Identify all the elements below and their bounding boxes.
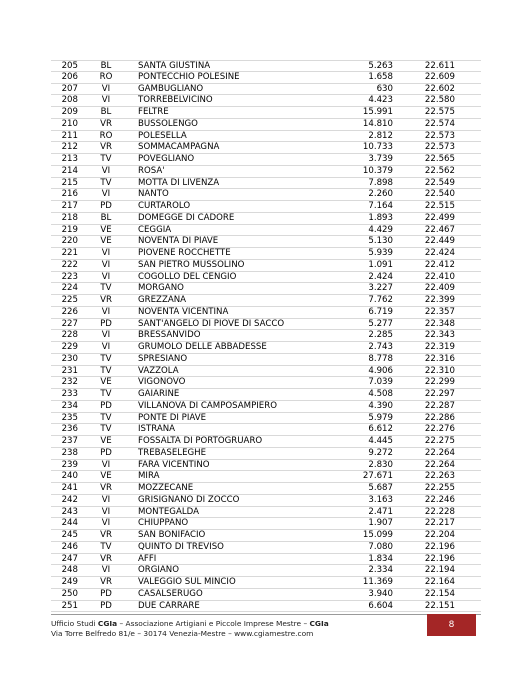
municipality-cell: PONTE DI PIAVE [138, 412, 207, 423]
municipality-cell: MONTEGALDA [138, 506, 199, 517]
rank-cell: 215 [61, 177, 78, 188]
table-row [51, 460, 481, 472]
population-cell: 3.940 [368, 588, 393, 599]
rank-cell: 250 [61, 588, 78, 599]
rank-cell: 227 [61, 318, 78, 329]
population-cell: 1.658 [368, 71, 393, 82]
table-row [51, 131, 481, 143]
province-cell: VR [100, 142, 112, 153]
province-cell: PD [100, 318, 112, 329]
rank-cell: 222 [61, 259, 78, 270]
municipality-cell: GAMBUGLIANO [138, 83, 204, 94]
value-cell: 22.275 [424, 436, 455, 446]
table-row [51, 436, 481, 448]
table-row [51, 260, 481, 272]
municipality-cell: FARA VICENTINO [138, 459, 210, 470]
page-number: 8 [427, 614, 476, 636]
population-cell: 14.810 [362, 118, 393, 129]
population-cell: 2.743 [368, 342, 393, 352]
value-cell: 22.263 [424, 471, 455, 482]
municipality-cell: GAIARINE [138, 389, 180, 399]
province-cell: VR [100, 577, 112, 587]
value-cell: 22.154 [424, 588, 455, 599]
rank-cell: 241 [61, 483, 78, 493]
population-cell: 3.739 [368, 154, 393, 164]
table-row [51, 236, 481, 248]
value-cell: 22.609 [424, 71, 455, 82]
province-cell: VI [101, 271, 111, 282]
value-cell: 22.343 [424, 330, 455, 341]
table-row [51, 401, 481, 413]
rank-cell: 237 [61, 436, 78, 446]
province-cell: VI [101, 189, 111, 200]
value-cell: 22.286 [424, 412, 455, 423]
municipality-cell: DUE CARRARE [138, 600, 200, 611]
municipality-cell: NOVENTA DI PIAVE [138, 236, 219, 247]
table-row [51, 319, 481, 331]
rank-cell: 217 [61, 201, 78, 211]
municipality-cell: CURTAROLO [138, 201, 191, 211]
population-cell: 2.471 [368, 506, 393, 517]
value-cell: 22.287 [424, 400, 455, 411]
province-cell: VE [100, 224, 112, 235]
population-cell: 4.390 [368, 400, 393, 411]
province-cell: VI [101, 565, 111, 576]
table-row [51, 565, 481, 577]
population-cell: 5.687 [368, 483, 393, 493]
municipality-cell: VIGONOVO [138, 377, 186, 388]
value-cell: 22.611 [424, 61, 455, 71]
rank-cell: 249 [61, 577, 78, 587]
population-cell: 6.604 [368, 600, 393, 611]
rank-cell: 246 [61, 541, 78, 552]
rank-cell: 231 [61, 365, 78, 376]
population-cell: 6.612 [368, 424, 393, 435]
province-cell: VI [101, 248, 111, 258]
municipality-cell: MOTTA DI LIVENZA [138, 177, 220, 188]
value-cell: 22.573 [424, 142, 455, 153]
population-cell: 2.285 [368, 330, 393, 341]
municipality-cell: VILLANOVA DI CAMPOSAMPIERO [138, 400, 277, 411]
municipality-cell: POLESELLA [138, 130, 187, 141]
rank-cell: 218 [61, 212, 78, 223]
footer-association: – Associazione Artigiani e Piccole Imprese Mestre – [117, 619, 310, 628]
municipality-cell: PONTECCHIO POLESINE [138, 71, 240, 82]
province-cell: VR [100, 530, 112, 540]
table-row [51, 424, 481, 436]
value-cell: 22.276 [424, 424, 455, 435]
rank-cell: 211 [61, 130, 78, 141]
value-cell: 22.499 [424, 212, 455, 223]
table-row [51, 366, 481, 378]
rank-cell: 232 [61, 377, 78, 388]
municipality-cell: NANTO [138, 189, 169, 200]
rank-cell: 206 [61, 71, 78, 82]
province-cell: VE [100, 471, 112, 482]
value-cell: 22.264 [424, 459, 455, 470]
municipality-cell: CHIUPPANO [138, 518, 189, 529]
population-cell: 1.907 [368, 518, 393, 529]
rank-cell: 212 [61, 142, 78, 153]
population-cell: 9.272 [368, 447, 393, 458]
population-cell: 10.379 [362, 165, 393, 176]
value-cell: 22.357 [424, 306, 455, 317]
table-row [51, 577, 481, 589]
rank-cell: 220 [61, 236, 78, 247]
rank-cell: 244 [61, 518, 78, 529]
table-row [51, 119, 481, 131]
province-cell: VE [100, 377, 112, 388]
rank-cell: 229 [61, 342, 78, 352]
value-cell: 22.264 [424, 447, 455, 458]
population-cell: 15.099 [362, 530, 393, 540]
province-cell: VI [101, 494, 111, 505]
province-cell: VE [100, 436, 112, 446]
table-row [51, 60, 481, 72]
province-cell: VR [100, 118, 112, 129]
municipality-cell: POVEGLIANO [138, 154, 195, 164]
province-cell: VR [100, 295, 112, 305]
population-cell: 4.508 [368, 389, 393, 399]
rank-cell: 208 [61, 95, 78, 106]
rank-cell: 234 [61, 400, 78, 411]
province-cell: TV [100, 365, 112, 376]
province-cell: VI [101, 165, 111, 176]
value-cell: 22.409 [424, 283, 455, 294]
municipality-cell: FELTRE [138, 107, 169, 117]
rank-cell: 233 [61, 389, 78, 399]
municipality-cell: CASALSERUGO [138, 588, 203, 599]
table-row [51, 95, 481, 107]
province-cell: PD [100, 400, 112, 411]
municipality-cell: SAN BONIFACIO [138, 530, 206, 540]
municipality-cell: GREZZANA [138, 295, 187, 305]
cgia-logo-text: CGIa [97, 619, 118, 628]
population-cell: 7.898 [368, 177, 393, 188]
footer [51, 619, 329, 639]
table-row [51, 201, 481, 213]
population-cell: 8.778 [368, 353, 393, 364]
table-row [51, 295, 481, 307]
table-row [51, 354, 481, 366]
municipality-cell: SOMMACAMPAGNA [138, 142, 220, 153]
population-cell: 2.830 [368, 459, 393, 470]
population-cell: 630 [376, 83, 393, 94]
value-cell: 22.399 [424, 295, 455, 305]
province-cell: BL [100, 212, 112, 223]
rank-cell: 213 [61, 154, 78, 164]
value-cell: 22.602 [424, 83, 455, 94]
table-row [51, 530, 481, 542]
province-cell: TV [100, 154, 112, 164]
municipality-cell: ORGIANO [138, 565, 180, 576]
value-cell: 22.316 [424, 353, 455, 364]
municipality-cell: QUINTO DI TREVISO [138, 541, 224, 552]
province-cell: VI [101, 259, 111, 270]
value-cell: 22.217 [424, 518, 455, 529]
province-cell: BL [100, 61, 112, 71]
rank-cell: 235 [61, 412, 78, 423]
footer-line-2: Via Torre Belfredo 81/e – 30174 Venezia-Mestre – www.cgiamestre.com [51, 629, 314, 638]
municipality-cell: ISTRANA [138, 424, 176, 435]
population-cell: 5.277 [368, 318, 393, 329]
province-cell: TV [100, 424, 112, 435]
province-cell: VI [101, 95, 111, 106]
value-cell: 22.573 [424, 130, 455, 141]
municipality-cell: SPRESIANO [138, 353, 188, 364]
population-cell: 3.227 [368, 283, 393, 294]
population-cell: 5.979 [368, 412, 393, 423]
rank-cell: 221 [61, 248, 78, 258]
province-cell: VI [101, 342, 111, 352]
cgia-logo-text: CGIa [309, 619, 329, 628]
table-row [51, 389, 481, 401]
table-row [51, 507, 481, 519]
population-cell: 2.260 [368, 189, 393, 200]
value-cell: 22.255 [424, 483, 455, 493]
population-cell: 7.164 [368, 201, 393, 211]
table-row [51, 307, 481, 319]
province-cell: TV [100, 389, 112, 399]
table-row [51, 448, 481, 460]
value-cell: 22.348 [424, 318, 455, 329]
rank-cell: 245 [61, 530, 78, 540]
table-row [51, 601, 481, 613]
rank-cell: 210 [61, 118, 78, 129]
municipality-cell: TREBASELEGHE [138, 447, 207, 458]
table-row [51, 178, 481, 190]
population-cell: 7.080 [368, 541, 393, 552]
province-cell: TV [100, 412, 112, 423]
municipality-cell: SAN PIETRO MUSSOLINO [138, 259, 245, 270]
table-row [51, 495, 481, 507]
province-cell: BL [100, 107, 112, 117]
value-cell: 22.424 [424, 248, 455, 258]
table-row [51, 72, 481, 84]
value-cell: 22.580 [424, 95, 455, 106]
rank-cell: 236 [61, 424, 78, 435]
province-cell: PD [100, 201, 112, 211]
population-cell: 4.429 [368, 224, 393, 235]
value-cell: 22.565 [424, 154, 455, 164]
municipality-cell: VALEGGIO SUL MINCIO [138, 577, 236, 587]
population-cell: 1.091 [368, 259, 393, 270]
municipality-cell: AFFI [138, 553, 157, 564]
municipality-cell: MIRA [138, 471, 160, 482]
municipality-cell: VAZZOLA [138, 365, 179, 376]
value-cell: 22.196 [424, 541, 455, 552]
footer-divider [51, 614, 481, 615]
municipality-table [51, 60, 481, 612]
table-row [51, 84, 481, 96]
municipality-cell: COGOLLO DEL CENGIO [138, 271, 237, 282]
table-row [51, 342, 481, 354]
rank-cell: 223 [61, 271, 78, 282]
rank-cell: 239 [61, 459, 78, 470]
rank-cell: 228 [61, 330, 78, 341]
value-cell: 22.562 [424, 165, 455, 176]
table-row [51, 330, 481, 342]
municipality-cell: FOSSALTA DI PORTOGRUARO [138, 436, 263, 446]
rank-cell: 251 [61, 600, 78, 611]
population-cell: 27.671 [362, 471, 393, 482]
population-cell: 5.130 [368, 236, 393, 247]
province-cell: VI [101, 506, 111, 517]
province-cell: PD [100, 588, 112, 599]
value-cell: 22.246 [424, 494, 455, 505]
value-cell: 22.151 [424, 600, 455, 611]
rank-cell: 247 [61, 553, 78, 564]
table-row [51, 554, 481, 566]
rank-cell: 242 [61, 494, 78, 505]
population-cell: 2.334 [368, 565, 393, 576]
rank-cell: 224 [61, 283, 78, 294]
province-cell: VI [101, 518, 111, 529]
municipality-cell: TORREBELVICINO [138, 95, 213, 106]
rank-cell: 248 [61, 565, 78, 576]
value-cell: 22.310 [424, 365, 455, 376]
province-cell: VR [100, 483, 112, 493]
rank-cell: 219 [61, 224, 78, 235]
population-cell: 15.991 [362, 107, 393, 117]
value-cell: 22.297 [424, 389, 455, 399]
municipality-cell: GRUMOLO DELLE ABBADESSE [138, 342, 267, 352]
population-cell: 3.163 [368, 494, 393, 505]
value-cell: 22.164 [424, 577, 455, 587]
rank-cell: 226 [61, 306, 78, 317]
table-row [51, 272, 481, 284]
province-cell: RO [99, 130, 113, 141]
population-cell: 4.906 [368, 365, 393, 376]
table-row [51, 483, 481, 495]
rank-cell: 209 [61, 107, 78, 117]
province-cell: RO [99, 71, 113, 82]
rank-cell: 230 [61, 353, 78, 364]
municipality-cell: PIOVENE ROCCHETTE [138, 248, 231, 258]
province-cell: VI [101, 459, 111, 470]
value-cell: 22.228 [424, 506, 455, 517]
province-cell: VE [100, 236, 112, 247]
rank-cell: 207 [61, 83, 78, 94]
municipality-cell: NOVENTA VICENTINA [138, 306, 229, 317]
municipality-cell: MOZZECANE [138, 483, 194, 493]
province-cell: TV [100, 541, 112, 552]
value-cell: 22.575 [424, 107, 455, 117]
table-row [51, 471, 481, 483]
population-cell: 2.424 [368, 271, 393, 282]
municipality-cell: BUSSOLENGO [138, 118, 198, 129]
table-row [51, 166, 481, 178]
table-row [51, 189, 481, 201]
value-cell: 22.299 [424, 377, 455, 388]
province-cell: TV [100, 283, 112, 294]
province-cell: VI [101, 330, 111, 341]
table-row [51, 225, 481, 237]
value-cell: 22.574 [424, 118, 455, 129]
value-cell: 22.196 [424, 553, 455, 564]
municipality-cell: SANT'ANGELO DI PIOVE DI SACCO [138, 318, 285, 329]
rank-cell: 238 [61, 447, 78, 458]
population-cell: 2.812 [368, 130, 393, 141]
province-cell: TV [100, 177, 112, 188]
table-row [51, 283, 481, 295]
province-cell: VI [101, 83, 111, 94]
rank-cell: 225 [61, 295, 78, 305]
population-cell: 4.445 [368, 436, 393, 446]
value-cell: 22.204 [424, 530, 455, 540]
population-cell: 5.263 [368, 61, 393, 71]
table-row [51, 542, 481, 554]
population-cell: 4.423 [368, 95, 393, 106]
table-row [51, 413, 481, 425]
province-cell: VR [100, 553, 112, 564]
table-row [51, 213, 481, 225]
municipality-cell: CEGGIA [138, 224, 172, 235]
population-cell: 1.834 [368, 553, 393, 564]
value-cell: 22.194 [424, 565, 455, 576]
population-cell: 11.369 [362, 577, 393, 587]
municipality-cell: SANTA GIUSTINA [138, 61, 211, 71]
province-cell: VI [101, 306, 111, 317]
value-cell: 22.467 [424, 224, 455, 235]
table-row [51, 154, 481, 166]
municipality-cell: GRISIGNANO DI ZOCCO [138, 494, 240, 505]
population-cell: 7.039 [368, 377, 393, 388]
population-cell: 1.893 [368, 212, 393, 223]
value-cell: 22.515 [424, 201, 455, 211]
rank-cell: 216 [61, 189, 78, 200]
population-cell: 5.939 [368, 248, 393, 258]
rank-cell: 214 [61, 165, 78, 176]
rank-cell: 243 [61, 506, 78, 517]
province-cell: PD [100, 600, 112, 611]
municipality-cell: ROSA' [138, 165, 165, 176]
table-row [51, 377, 481, 389]
footer-line-1 [51, 619, 329, 629]
population-cell: 6.719 [368, 306, 393, 317]
value-cell: 22.540 [424, 189, 455, 200]
population-cell: 7.762 [368, 295, 393, 305]
value-cell: 22.412 [424, 259, 455, 270]
table-row [51, 248, 481, 260]
table-row [51, 107, 481, 119]
table-row [51, 589, 481, 601]
value-cell: 22.319 [424, 342, 455, 352]
population-cell: 10.733 [362, 142, 393, 153]
value-cell: 22.449 [424, 236, 455, 247]
value-cell: 22.410 [424, 271, 455, 282]
province-cell: PD [100, 447, 112, 458]
municipality-cell: DOMEGGE DI CADORE [138, 212, 235, 223]
province-cell: TV [100, 353, 112, 364]
rank-cell: 205 [61, 61, 78, 71]
municipality-cell: MORGANO [138, 283, 184, 294]
table-row [51, 518, 481, 530]
value-cell: 22.549 [424, 177, 455, 188]
table-row [51, 142, 481, 154]
footer-office: Ufficio Studi [51, 619, 98, 628]
rank-cell: 240 [61, 471, 78, 482]
municipality-cell: BRESSANVIDO [138, 330, 201, 341]
